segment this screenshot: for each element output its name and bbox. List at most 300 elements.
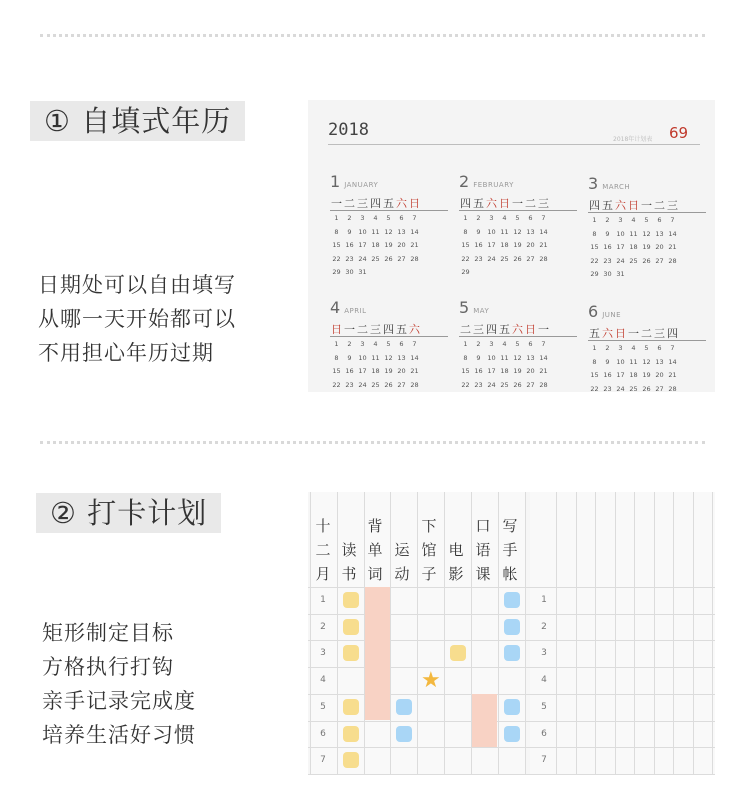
week-row xyxy=(330,255,448,269)
day-number: 1 xyxy=(592,344,597,352)
day-number: 14 xyxy=(668,357,677,366)
week-row xyxy=(330,268,448,282)
day-number: 6 xyxy=(399,214,404,222)
grid-line xyxy=(654,492,655,775)
weekday-label: 一 xyxy=(331,197,342,210)
weekday-label: 六 xyxy=(615,199,626,212)
day-number: 9 xyxy=(605,357,610,366)
row-number: 4 xyxy=(541,675,547,686)
weekday-label: 四 xyxy=(383,323,394,336)
day-number: 4 xyxy=(373,214,378,222)
grid-line xyxy=(634,492,635,775)
row-number: 5 xyxy=(541,701,547,712)
header-char: 十 xyxy=(315,517,331,535)
star-icon: ★ xyxy=(421,668,441,694)
day-number: 29 xyxy=(461,268,470,276)
row-number: 3 xyxy=(541,648,547,659)
section1-line: 从哪一天开始都可以 xyxy=(38,307,236,331)
weekday-label: 二 xyxy=(654,199,665,212)
day-number: 25 xyxy=(500,254,509,263)
weekday-label: 五 xyxy=(396,323,407,336)
day-number: 5 xyxy=(386,340,391,348)
day-number: 17 xyxy=(487,241,496,249)
top-divider xyxy=(40,34,705,37)
calendar-divider xyxy=(328,144,700,145)
row-number: 1 xyxy=(320,595,326,605)
grid-line xyxy=(525,492,526,775)
planner-right-page xyxy=(530,492,715,775)
day-number: 29 xyxy=(332,268,341,276)
day-number: 25 xyxy=(500,380,509,389)
day-number: 25 xyxy=(629,256,638,265)
planner-column-header xyxy=(498,514,522,586)
weekday-label: 二 xyxy=(525,197,536,210)
header-char: 语 xyxy=(475,541,491,559)
day-number: 8 xyxy=(592,229,597,238)
day-number: 21 xyxy=(410,367,419,375)
day-number: 20 xyxy=(397,241,406,249)
week-row xyxy=(588,270,706,284)
week-row xyxy=(588,230,706,244)
weekday-label: 五 xyxy=(473,197,484,210)
day-number: 7 xyxy=(541,214,546,222)
week-row xyxy=(588,257,706,271)
header-char: 运 xyxy=(394,541,410,559)
day-number: 19 xyxy=(513,367,522,375)
weekday-header xyxy=(588,197,706,213)
day-number: 24 xyxy=(487,380,496,389)
header-char: 电 xyxy=(448,541,464,559)
section2-line: 培养生活好习惯 xyxy=(42,723,196,747)
day-number: 5 xyxy=(386,214,391,222)
day-number: 26 xyxy=(642,256,651,265)
day-number: 29 xyxy=(590,270,599,278)
day-number: 7 xyxy=(670,216,675,224)
day-number: 8 xyxy=(334,227,339,236)
weekday-label: 三 xyxy=(473,323,484,336)
day-number: 21 xyxy=(668,371,677,379)
day-number: 28 xyxy=(539,380,548,389)
day-number: 18 xyxy=(500,367,509,375)
grid-line xyxy=(576,492,577,775)
week-row xyxy=(330,340,448,354)
weekday-label: 四 xyxy=(486,323,497,336)
week-row xyxy=(588,385,706,393)
day-number: 5 xyxy=(644,344,649,352)
header-char: 词 xyxy=(367,565,383,583)
weekday-label: 三 xyxy=(667,199,678,212)
calendar-month xyxy=(588,174,706,284)
header-char: 动 xyxy=(394,565,410,583)
day-number: 15 xyxy=(461,367,470,375)
day-number: 11 xyxy=(371,353,380,362)
day-number: 1 xyxy=(334,214,339,222)
header-char: 课 xyxy=(475,565,491,583)
day-number: 23 xyxy=(474,380,483,389)
week-row xyxy=(459,255,577,269)
day-number: 13 xyxy=(655,229,664,238)
day-number: 28 xyxy=(410,380,419,389)
weekday-label: 二 xyxy=(357,323,368,336)
header-char: 读 xyxy=(341,541,357,559)
week-row xyxy=(459,367,577,381)
section2-description xyxy=(42,616,196,752)
day-number: 7 xyxy=(412,340,417,348)
day-number: 16 xyxy=(345,367,354,375)
day-number: 19 xyxy=(384,367,393,375)
grid-line xyxy=(673,492,674,775)
day-number: 4 xyxy=(631,344,636,352)
day-number: 2 xyxy=(476,214,481,222)
day-number: 21 xyxy=(539,241,548,249)
header-char: 单 xyxy=(367,541,383,559)
day-number: 18 xyxy=(371,367,380,375)
day-number: 15 xyxy=(332,241,341,249)
day-number: 5 xyxy=(515,340,520,348)
day-number: 15 xyxy=(461,241,470,249)
weekday-label: 三 xyxy=(357,197,368,210)
week-row xyxy=(459,268,577,282)
day-number: 21 xyxy=(410,241,419,249)
day-number: 25 xyxy=(629,384,638,392)
day-number: 23 xyxy=(345,380,354,389)
calendar-month xyxy=(330,172,448,282)
day-number: 8 xyxy=(463,227,468,236)
week-row xyxy=(459,214,577,228)
day-number: 14 xyxy=(539,227,548,236)
yellow-check-mark xyxy=(343,645,359,661)
day-number: 11 xyxy=(500,227,509,236)
weekday-header xyxy=(330,195,448,211)
day-number: 20 xyxy=(655,243,664,251)
planner-column-header xyxy=(471,514,495,586)
day-number: 14 xyxy=(539,353,548,362)
section1-tag: ① 自填式年历 xyxy=(30,101,245,141)
week-row xyxy=(588,216,706,230)
day-number: 1 xyxy=(592,216,597,224)
week-row xyxy=(330,228,448,242)
day-number: 3 xyxy=(360,340,365,348)
day-number: 18 xyxy=(629,371,638,379)
header-char: 帐 xyxy=(502,565,518,583)
day-number: 20 xyxy=(397,367,406,375)
week-row xyxy=(330,354,448,368)
day-number: 8 xyxy=(463,353,468,362)
weekday-header xyxy=(459,321,577,337)
header-char: 下 xyxy=(421,517,437,535)
weekday-label: 六 xyxy=(396,197,407,210)
header-char: 口 xyxy=(475,517,491,535)
day-number: 10 xyxy=(358,227,367,236)
day-number: 4 xyxy=(373,340,378,348)
day-number: 2 xyxy=(476,340,481,348)
grid-line xyxy=(556,492,557,775)
yellow-check-mark xyxy=(343,592,359,608)
header-char: 二 xyxy=(315,541,331,559)
row-number: 7 xyxy=(320,755,326,766)
day-number: 13 xyxy=(526,227,535,236)
day-number: 12 xyxy=(513,227,522,236)
calendar-year: 2018 xyxy=(328,120,369,140)
day-number: 26 xyxy=(513,254,522,263)
day-number: 2 xyxy=(605,216,610,224)
weekday-label: 四 xyxy=(460,197,471,210)
day-number: 17 xyxy=(616,243,625,251)
day-number: 22 xyxy=(332,380,341,389)
calendar-month xyxy=(459,172,577,282)
section1-line: 日期处可以自由填写 xyxy=(38,273,236,297)
month-name: FEBRUARY xyxy=(473,181,514,189)
grid-line xyxy=(615,492,616,775)
weekday-label: 一 xyxy=(344,323,355,336)
grid-line xyxy=(308,721,715,722)
day-number: 4 xyxy=(502,214,507,222)
day-number: 19 xyxy=(384,241,393,249)
weekday-label: 三 xyxy=(654,327,665,340)
day-number: 28 xyxy=(668,256,677,265)
day-number: 9 xyxy=(605,229,610,238)
weekday-label: 日 xyxy=(525,323,536,336)
weekday-label: 六 xyxy=(486,197,497,210)
weekday-label: 日 xyxy=(331,323,342,336)
day-number: 6 xyxy=(528,214,533,222)
day-number: 13 xyxy=(397,227,406,236)
row-number: 6 xyxy=(320,728,326,739)
weekday-label: 五 xyxy=(499,323,510,336)
weekday-label: 一 xyxy=(538,323,549,336)
day-number: 30 xyxy=(345,268,354,276)
row-number: 1 xyxy=(541,595,547,605)
day-number: 19 xyxy=(642,371,651,379)
weekday-header xyxy=(330,321,448,337)
day-number: 7 xyxy=(670,344,675,352)
weekday-label: 六 xyxy=(409,323,420,336)
section2-line: 方格执行打钩 xyxy=(42,655,174,679)
row-number: 7 xyxy=(541,755,547,766)
day-number: 13 xyxy=(397,353,406,362)
calendar-month xyxy=(459,298,577,392)
day-number: 3 xyxy=(618,344,623,352)
weekday-label: 二 xyxy=(344,197,355,210)
header-char: 馆 xyxy=(421,541,437,559)
day-number: 22 xyxy=(332,254,341,263)
weekday-label: 一 xyxy=(512,197,523,210)
header-char xyxy=(444,514,468,538)
day-number: 9 xyxy=(347,227,352,236)
day-number: 2 xyxy=(347,340,352,348)
day-number: 6 xyxy=(399,340,404,348)
weekday-label: 五 xyxy=(383,197,394,210)
month-name: MARCH xyxy=(602,183,631,191)
week-row xyxy=(459,228,577,242)
header-char: 书 xyxy=(341,565,357,583)
day-number: 16 xyxy=(345,241,354,249)
week-row xyxy=(588,243,706,257)
middle-divider xyxy=(40,441,705,444)
day-number: 24 xyxy=(616,384,625,392)
row-number: 6 xyxy=(541,728,547,739)
weekday-label: 日 xyxy=(409,197,420,210)
section2-line: 亲手记录完成度 xyxy=(42,689,196,713)
day-number: 7 xyxy=(541,340,546,348)
day-number: 18 xyxy=(629,243,638,251)
day-number: 25 xyxy=(371,380,380,389)
weekday-label: 五 xyxy=(602,199,613,212)
day-number: 20 xyxy=(526,367,535,375)
day-number: 12 xyxy=(513,353,522,362)
grid-line xyxy=(308,747,715,748)
header-char: 子 xyxy=(421,565,437,583)
month-number: 4 xyxy=(330,298,341,317)
day-number: 16 xyxy=(603,371,612,379)
day-number: 3 xyxy=(618,216,623,224)
header-char: 写 xyxy=(502,517,518,535)
month-heading xyxy=(459,298,577,317)
weekday-header xyxy=(588,325,706,341)
day-number: 17 xyxy=(616,371,625,379)
day-number: 4 xyxy=(502,340,507,348)
day-number: 13 xyxy=(655,357,664,366)
day-number: 3 xyxy=(489,214,494,222)
day-number: 19 xyxy=(642,243,651,251)
header-char xyxy=(337,514,361,538)
planner-column-header xyxy=(390,514,414,586)
weekday-label: 四 xyxy=(370,197,381,210)
day-number: 16 xyxy=(474,367,483,375)
week-row xyxy=(330,241,448,255)
planner-column-header xyxy=(311,514,335,586)
day-number: 22 xyxy=(461,380,470,389)
calendar-month xyxy=(330,298,448,392)
day-number: 26 xyxy=(513,380,522,389)
day-number: 23 xyxy=(603,384,612,392)
day-number: 11 xyxy=(371,227,380,236)
day-number: 9 xyxy=(476,353,481,362)
blue-check-mark xyxy=(504,645,520,661)
day-number: 7 xyxy=(412,214,417,222)
calendar-page-number: 69 xyxy=(669,124,689,142)
day-number: 16 xyxy=(474,241,483,249)
day-number: 26 xyxy=(384,380,393,389)
month-heading xyxy=(588,302,706,321)
weekday-label: 三 xyxy=(370,323,381,336)
month-name: APRIL xyxy=(344,307,367,315)
month-name: JANUARY xyxy=(344,181,379,189)
weekday-label: 五 xyxy=(589,327,600,340)
day-number: 20 xyxy=(655,371,664,379)
day-number: 22 xyxy=(590,256,599,265)
day-number: 14 xyxy=(410,353,419,362)
day-number: 10 xyxy=(616,229,625,238)
week-row xyxy=(459,340,577,354)
row-number: 2 xyxy=(541,621,547,632)
weekday-label: 二 xyxy=(460,323,471,336)
header-char xyxy=(390,514,414,538)
day-number: 23 xyxy=(474,254,483,263)
day-number: 2 xyxy=(605,344,610,352)
blue-check-mark xyxy=(396,699,412,715)
day-number: 1 xyxy=(463,214,468,222)
day-number: 23 xyxy=(345,254,354,263)
day-number: 12 xyxy=(384,227,393,236)
day-number: 6 xyxy=(528,340,533,348)
month-number: 5 xyxy=(459,298,470,317)
day-number: 12 xyxy=(384,353,393,362)
day-number: 28 xyxy=(410,254,419,263)
week-row xyxy=(588,358,706,372)
day-number: 24 xyxy=(616,256,625,265)
weekday-label: 四 xyxy=(589,199,600,212)
month-number: 3 xyxy=(588,174,599,193)
month-name: JUNE xyxy=(602,311,622,319)
weekday-label: 一 xyxy=(641,199,652,212)
day-number: 27 xyxy=(526,254,535,263)
day-number: 10 xyxy=(487,353,496,362)
yellow-check-mark xyxy=(343,619,359,635)
day-number: 24 xyxy=(358,380,367,389)
section2-tag: ② 打卡计划 xyxy=(36,493,221,533)
day-number: 15 xyxy=(590,371,599,379)
grid-line xyxy=(712,492,713,775)
week-row xyxy=(459,241,577,255)
progress-bar xyxy=(365,587,390,720)
planner-column-header xyxy=(417,514,441,586)
day-number: 18 xyxy=(371,241,380,249)
blue-check-mark xyxy=(504,619,520,635)
section2-line: 矩形制定目标 xyxy=(42,621,174,645)
day-number: 27 xyxy=(655,256,664,265)
blue-check-mark xyxy=(504,592,520,608)
day-number: 30 xyxy=(603,270,612,278)
day-number: 3 xyxy=(360,214,365,222)
week-row xyxy=(330,214,448,228)
yellow-check-mark xyxy=(450,645,466,661)
section1-line: 不用担心年历过期 xyxy=(38,341,214,365)
row-number: 5 xyxy=(320,701,326,712)
day-number: 17 xyxy=(358,241,367,249)
day-number: 8 xyxy=(592,357,597,366)
weekday-label: 四 xyxy=(667,327,678,340)
day-number: 25 xyxy=(371,254,380,263)
day-number: 21 xyxy=(668,243,677,251)
day-number: 12 xyxy=(642,229,651,238)
day-number: 14 xyxy=(410,227,419,236)
calendar-tiny-text: 2018年计划表 xyxy=(613,136,653,143)
day-number: 11 xyxy=(629,357,638,366)
header-char: 背 xyxy=(367,517,383,535)
day-number: 9 xyxy=(347,353,352,362)
day-number: 27 xyxy=(526,380,535,389)
day-number: 26 xyxy=(642,384,651,392)
day-number: 23 xyxy=(603,256,612,265)
yellow-check-mark xyxy=(343,699,359,715)
day-number: 10 xyxy=(358,353,367,362)
grid-line xyxy=(693,492,694,775)
day-number: 10 xyxy=(616,357,625,366)
blue-check-mark xyxy=(504,726,520,742)
weekday-label: 二 xyxy=(641,327,652,340)
day-number: 27 xyxy=(397,254,406,263)
calendar-photo xyxy=(308,100,715,392)
day-number: 18 xyxy=(500,241,509,249)
week-row xyxy=(330,367,448,381)
day-number: 24 xyxy=(358,254,367,263)
day-number: 16 xyxy=(603,243,612,251)
grid-line xyxy=(308,774,715,775)
yellow-check-mark xyxy=(343,726,359,742)
month-number: 6 xyxy=(588,302,599,321)
day-number: 31 xyxy=(358,268,367,276)
